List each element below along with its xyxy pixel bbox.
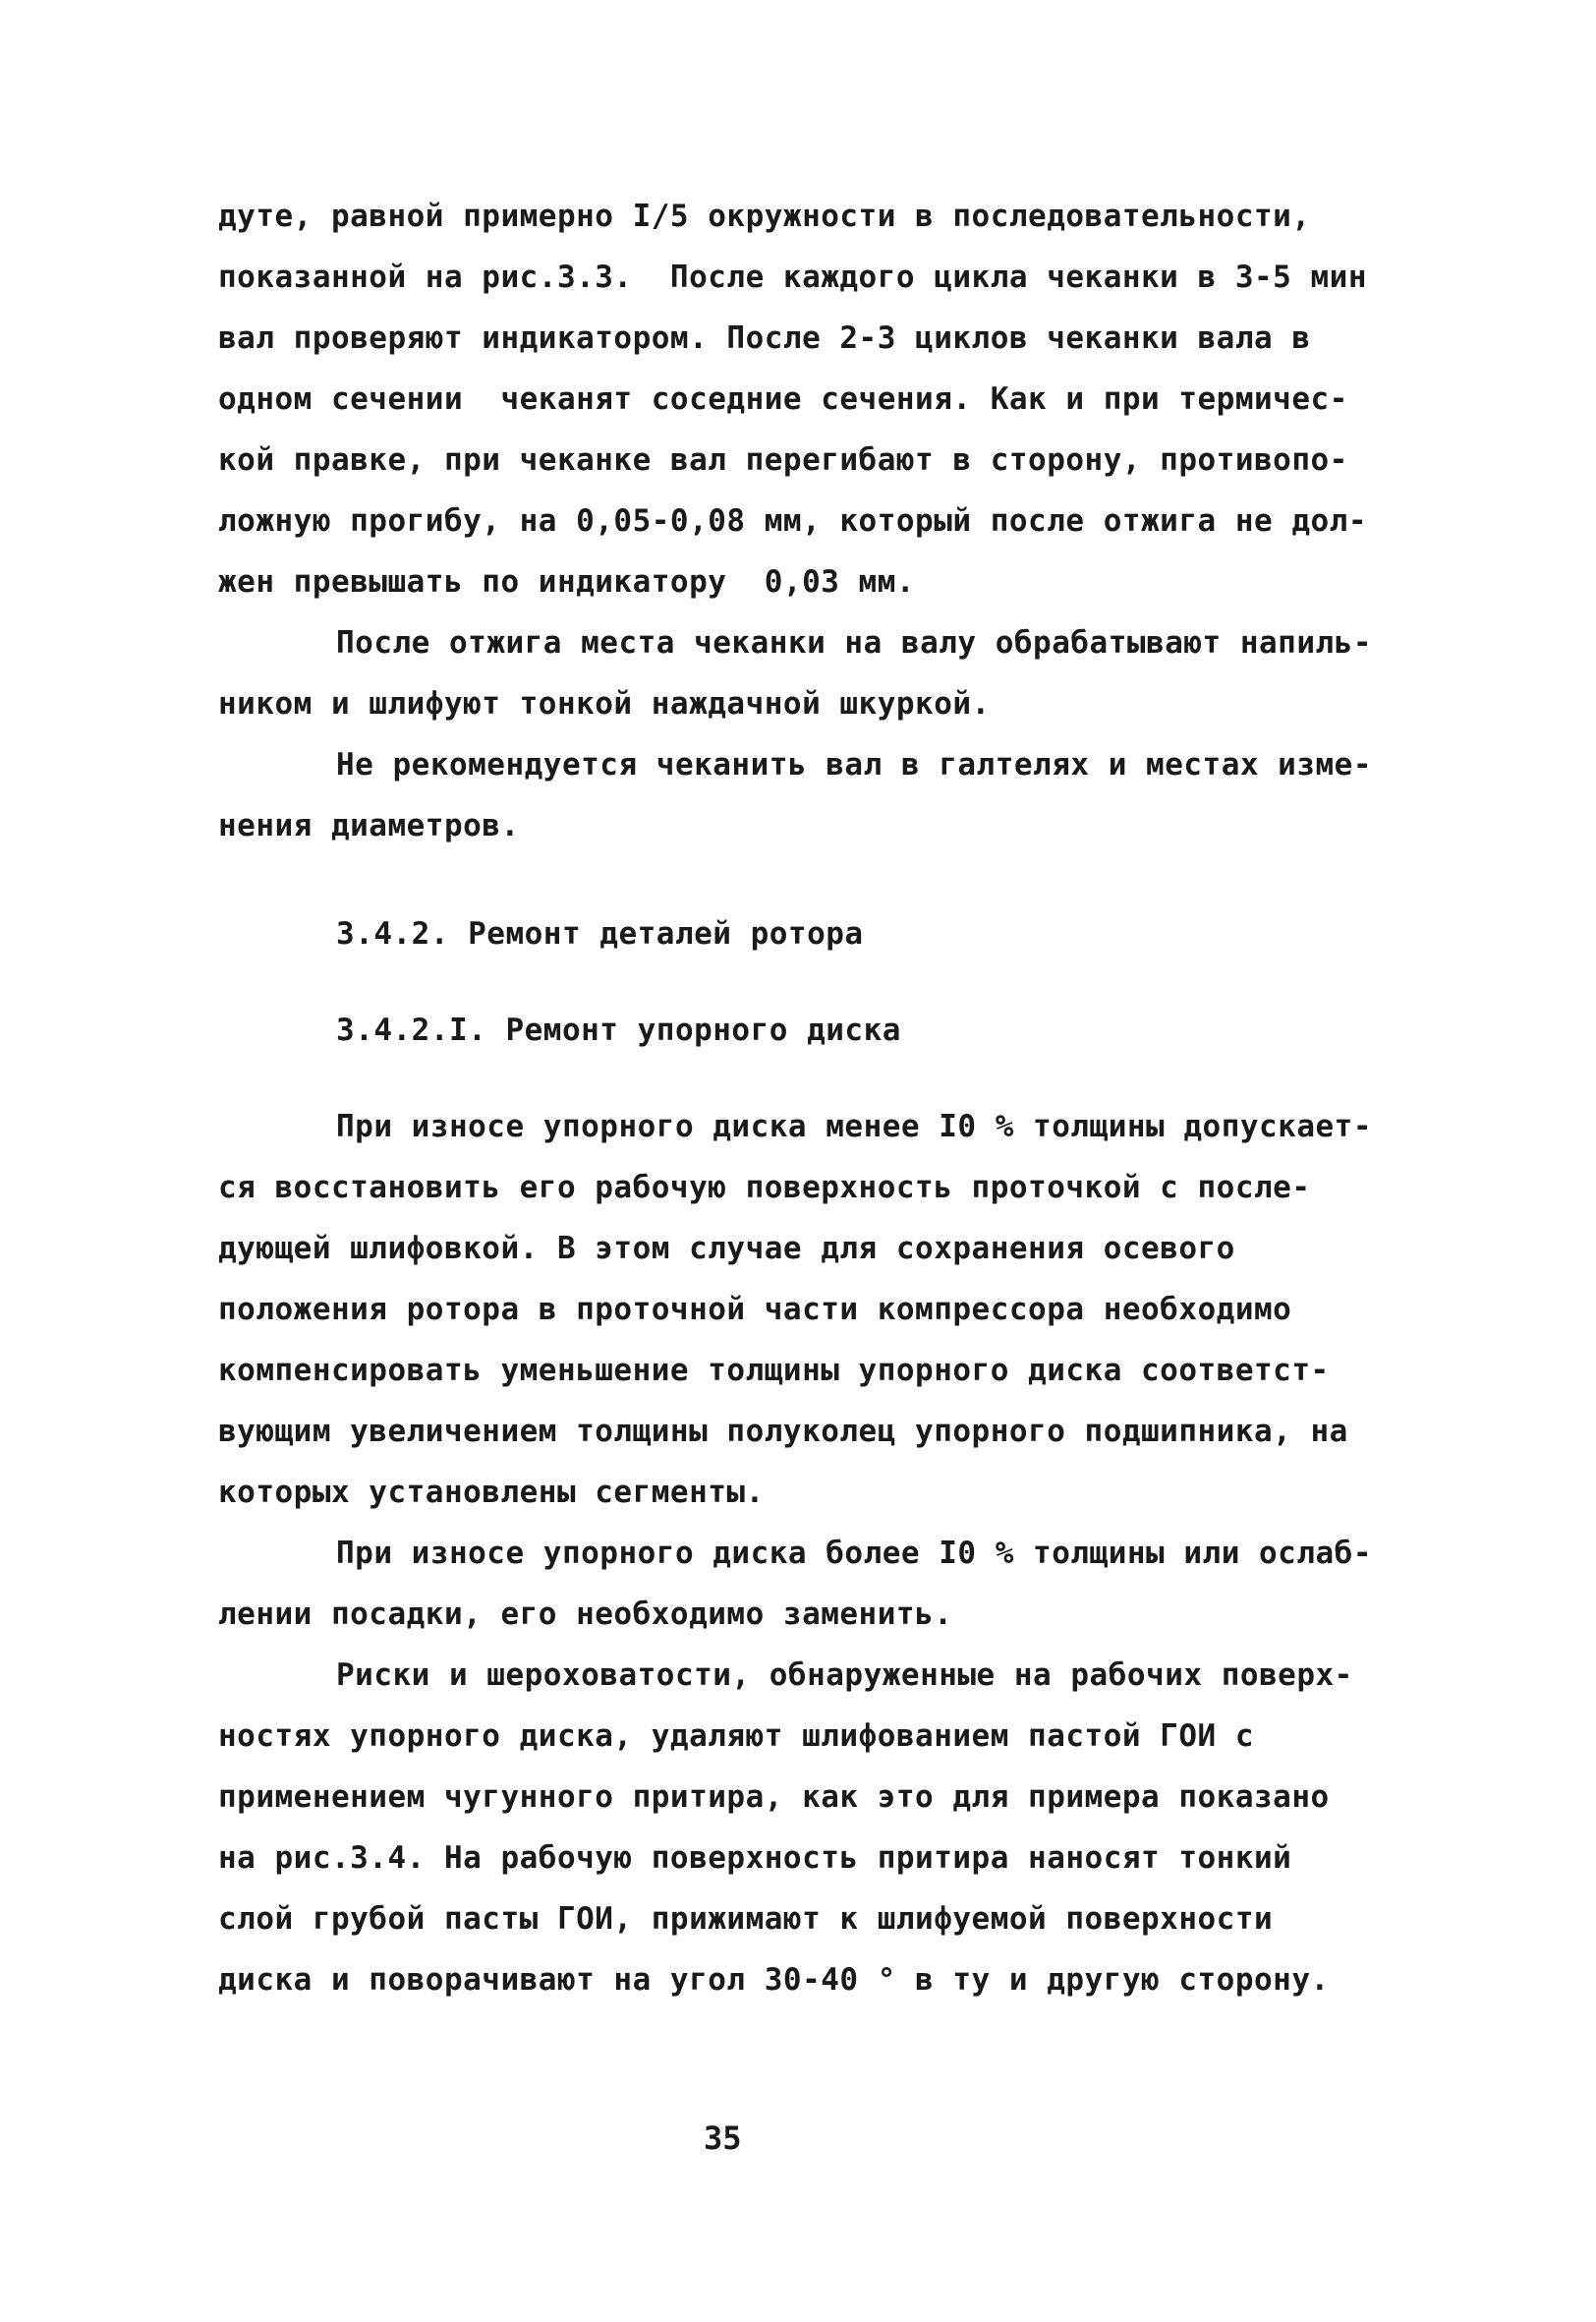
text-line: дуте, равной примерно I/5 окружности в последовательности, xyxy=(218,199,1311,234)
text-line: вал проверяют индикатором. После 2-3 циклов чеканки вала в xyxy=(218,320,1311,356)
text-line: показанной на рис.3.3. После каждого цикла чеканки в 3-5 мин xyxy=(218,260,1367,295)
text-line: вующим увеличением толщины полуколец упорного подшипника, на xyxy=(218,1414,1348,1449)
text-line: При износе упорного диска более I0 % толщины или ослаб- xyxy=(336,1536,1372,1571)
text-line: которых установлены сегменты. xyxy=(218,1475,765,1510)
text-line: кой правке, при чеканке вал перегибают в сторону, противопо- xyxy=(218,442,1348,478)
text-line: компенсировать уменьшение толщины упорного диска соответст- xyxy=(218,1353,1330,1388)
text-line: лении посадки, его необходимо заменить. xyxy=(218,1596,953,1632)
text-line: применением чугунного притира, как это для примера показано xyxy=(218,1779,1330,1815)
text-line: слой грубой пасты ГОИ, прижимают к шлифуемой поверхности xyxy=(218,1901,1274,1937)
text-line: жен превышать по индикатору 0,03 мм. xyxy=(218,564,916,600)
text-line: ложную прогибу, на 0,05-0,08 мм, который после отжига не дол- xyxy=(218,503,1367,539)
text-line: При износе упорного диска менее I0 % толщины допускает- xyxy=(336,1109,1372,1144)
subsection-heading: 3.4.2.I. Ремонт упорного диска xyxy=(336,1013,901,1048)
text-line: дующей шлифовкой. В этом случае для сохранения осевого xyxy=(218,1231,1235,1266)
text-line: После отжига места чеканки на валу обрабатывают напиль- xyxy=(336,625,1372,661)
text-line: Риски и шероховатости, обнаруженные на рабочих поверх- xyxy=(336,1657,1353,1693)
text-line: ником и шлифуют тонкой наждачной шкуркой. xyxy=(218,686,991,722)
text-line: диска и поворачивают на угол 30-40 ° в ту и другую сторону. xyxy=(218,1962,1330,1998)
text-line: на рис.3.4. На рабочую поверхность притира наносят тонкий xyxy=(218,1840,1292,1876)
text-line: ностях упорного диска, удаляют шлифованием пастой ГОИ с xyxy=(218,1718,1254,1754)
text-line: одном сечении чеканят соседние сечения. Как и при термичес- xyxy=(218,381,1348,417)
text-line: ся восстановить его рабочую поверхность проточкой с после- xyxy=(218,1170,1311,1205)
text-line: нения диаметров. xyxy=(218,808,520,843)
section-heading: 3.4.2. Ремонт деталей ротора xyxy=(336,916,864,952)
text-line: положения ротора в проточной части компрессора необходимо xyxy=(218,1292,1292,1327)
page-number: 35 xyxy=(704,2119,742,2157)
text-line: Не рекомендуется чеканить вал в галтелях и местах изме- xyxy=(336,747,1372,783)
